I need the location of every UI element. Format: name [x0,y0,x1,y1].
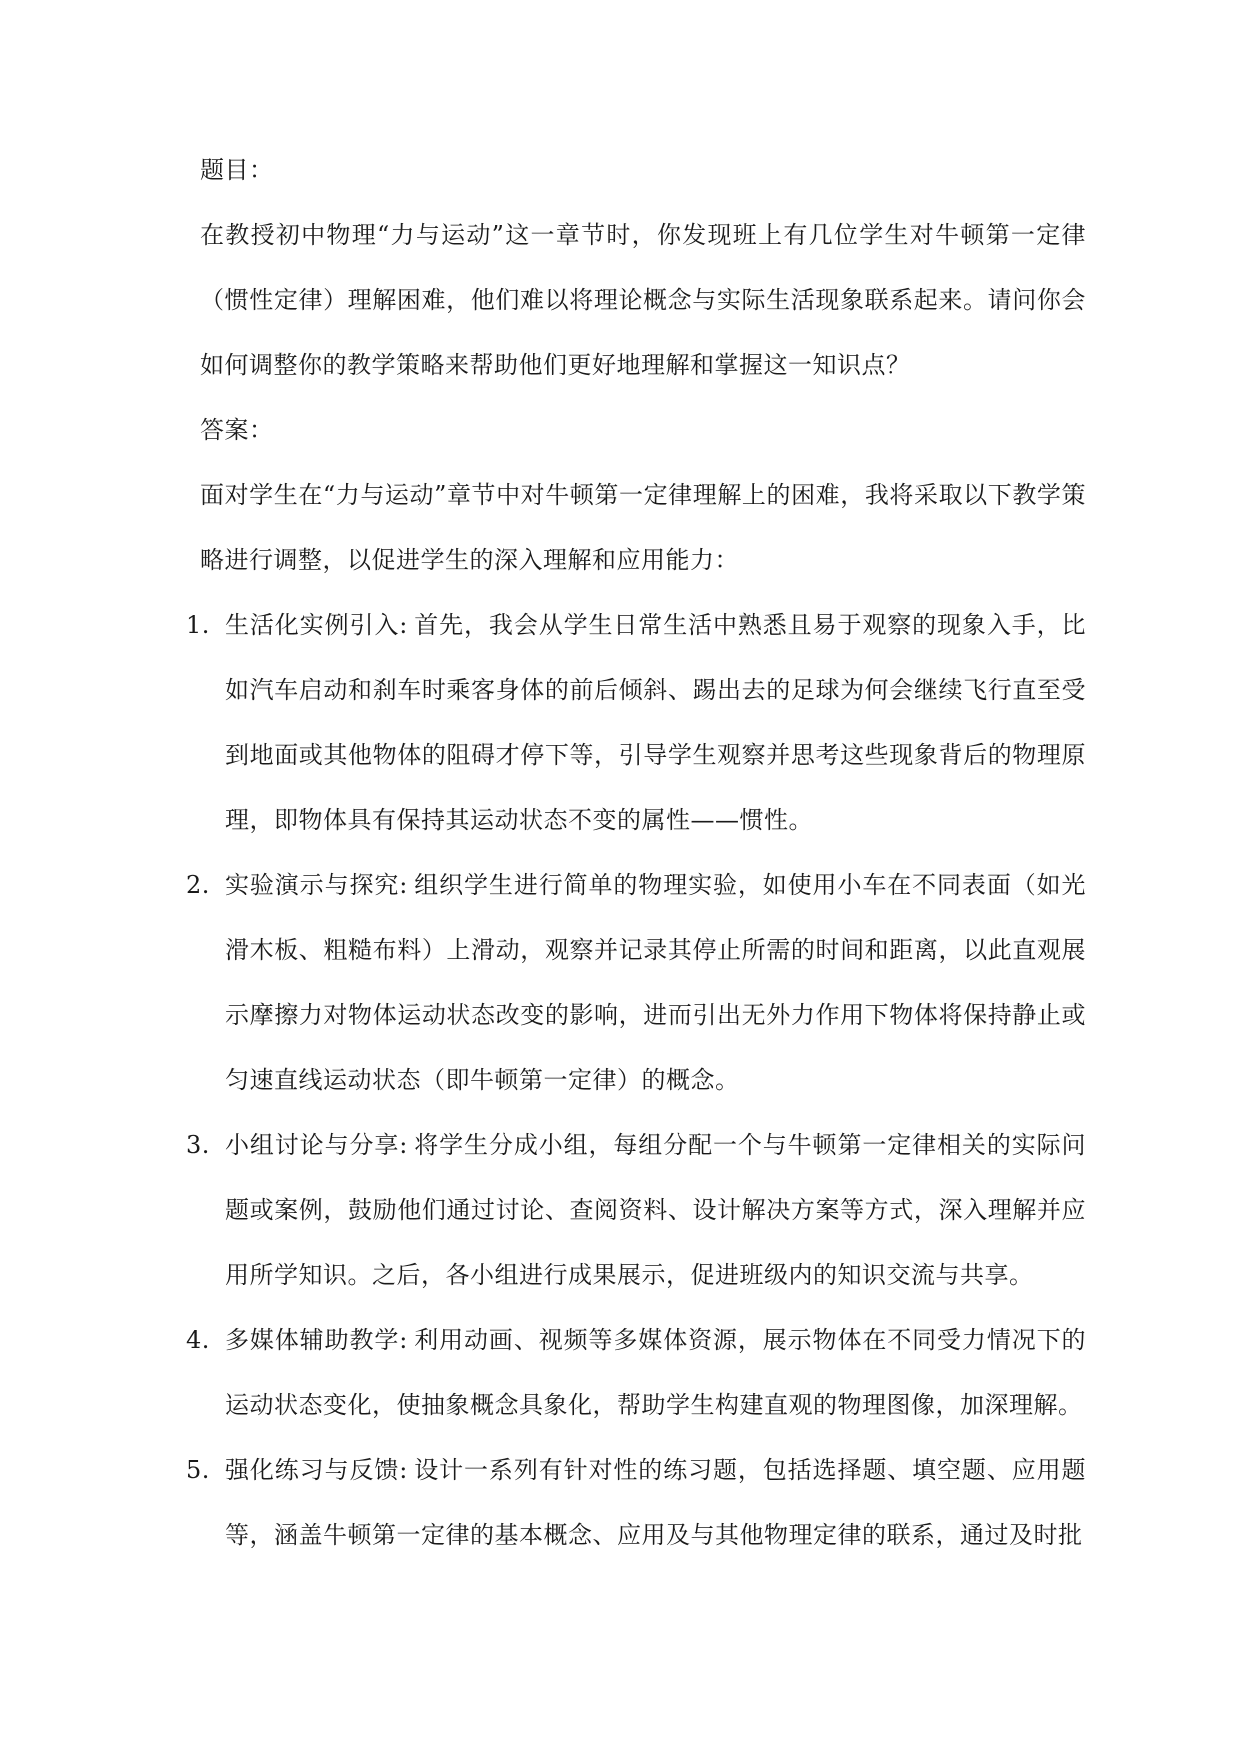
list-item-number: 5. [186,1456,210,1484]
list-item-text: 将学生分成小组，每组分配一个与牛顿第一定律相关的实际问题或案例，鼓励他们通过讨论、查阅资料、设计解决方案等方式，深入理解并应用所学知识。之后，各小组进行成果展示，促进班级内的知识交流与共享。 [225,1131,1087,1289]
list-item-number: 3. [186,1131,210,1159]
list-item [186,593,1087,853]
answer-label: 答案： [200,416,274,444]
list-item-text: 利用动画、视频等多媒体资源，展示物体在不同受力情况下的运动状态变化，使抽象概念具象化，帮助学生构建直观的物理图像，加深理解。 [225,1326,1087,1419]
answer-intro: 面对学生在“力与运动”章节中对牛顿第一定律理解上的困难，我将采取以下教学策略进行调整，以促进学生的深入理解和应用能力： [200,481,1086,574]
list-item-text: 组织学生进行简单的物理实验，如使用小车在不同表面（如光滑木板、粗糙布料）上滑动，观察并记录其停止所需的时间和距离，以此直观展示摩擦力对物体运动状态改变的影响，进而引出无外力作用下物体将保持静止或匀速直线运动状态（即牛顿第一定律）的概念。 [225,871,1087,1094]
list-item [186,853,1087,1113]
list-item-number: 1. [186,611,210,639]
list-item [186,1438,1087,1568]
list-item-title: 多媒体辅助教学: [225,1326,408,1354]
question-text: 在教授初中物理“力与运动”这一章节时，你发现班上有几位学生对牛顿第一定律（惯性定律）理解困难，他们难以将理论概念与实际生活现象联系起来。请问你会如何调整你的教学策略来帮助他们更好地理解和掌握这一知识点？ [200,221,1086,379]
list-item-number: 2. [186,871,210,899]
list-item [186,1308,1087,1438]
strategy-list [186,593,1087,1568]
list-item-title: 实验演示与探究: [225,871,408,899]
list-item-number: 4. [186,1326,210,1354]
list-item-title: 强化练习与反馈: [225,1456,408,1484]
list-item-text: 首先，我会从学生日常生活中熟悉且易于观察的现象入手，比如汽车启动和刹车时乘客身体的前后倾斜、踢出去的足球为何会继续飞行直至受到地面或其他物体的阻碍才停下等，引导学生观察并思考这些现象背后的物理原理，即物体具有保持其运动状态不变的属性——惯性。 [225,611,1087,834]
question-label: 题目： [200,156,274,184]
list-item-text: 设计一系列有针对性的练习题，包括选择题、填空题、应用题等，涵盖牛顿第一定律的基本概念、应用及与其他物理定律的联系，通过及时批 [225,1456,1087,1549]
list-item [186,1113,1087,1308]
list-item-title: 小组讨论与分享: [225,1131,408,1159]
document-body [186,138,1087,1568]
list-item-title: 生活化实例引入: [225,611,408,639]
